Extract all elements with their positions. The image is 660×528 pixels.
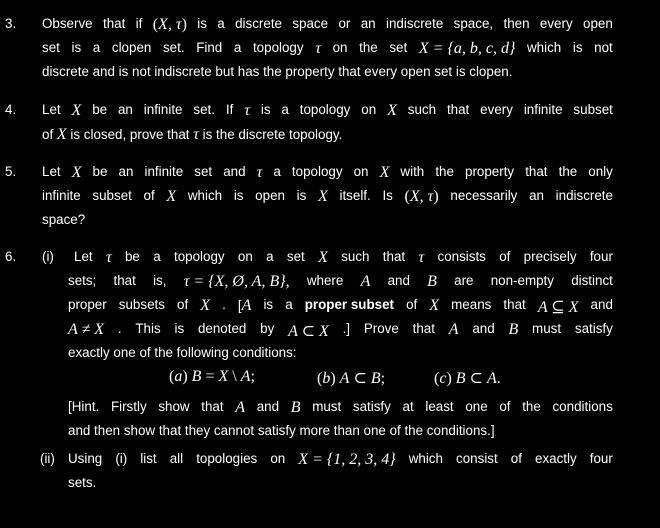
part-ii-line-2: sets.	[68, 475, 97, 490]
exercise-number: 4.	[5, 102, 17, 117]
exercise-5-line-1: Let X be an infinite set and τ a topology on X with the property that the only	[42, 164, 613, 181]
part-ii-label: (ii)	[40, 451, 55, 466]
part-i-line-1: Let τ be a topology on a set X such that τ consists of precisely four	[74, 249, 613, 266]
exercise-5-line-3: space?	[42, 212, 86, 227]
part-i-label: (i)	[42, 249, 54, 264]
exercise-4-line-1: Let X be an infinite set. If τ is a topology on X such that every infinite subset	[42, 102, 613, 119]
part-i-line-5: exactly one of the following conditions:	[68, 345, 297, 360]
exercise-3-line-2: set is a clopen set. Find a topology τ on the set X = {a, b, c, d} which is not	[42, 40, 613, 57]
condition-b: (b) A ⊂ B;	[317, 370, 386, 387]
proper-subset-term: proper subset	[304, 297, 394, 312]
part-i-line-3: proper subsets of X . [A is a proper subset of X means that A ⊆ X and	[68, 297, 613, 316]
hint-line-2: and then show that they cannot satisfy more than one of the conditions.]	[68, 423, 495, 438]
part-i-line-4: A ≠ X . This is denoted by A ⊂ X .] Prove that A and B must satisfy	[68, 321, 613, 340]
exercise-5-line-2: infinite subset of X which is open is X itself. Is (X, τ) necessarily an indiscrete	[42, 188, 613, 205]
condition-c: (c) B ⊂ A.	[434, 370, 501, 387]
part-ii-line-1: Using (i) list all topologies on X = {1, 2, 3, 4} which consist of exactly four	[68, 451, 613, 468]
condition-a: (a) B = X \ A;	[169, 368, 255, 385]
exercise-number: 3.	[5, 16, 17, 31]
part-i-line-2: sets; that is, τ = {X, Ø, A, B}, where A and B are non-empty distinct	[68, 273, 613, 290]
exercise-3-line-3: discrete and is not indiscrete but has the property that every open set is clopen.	[42, 64, 513, 79]
exercise-4-line-2: of X is closed, prove that τ is the discrete topology.	[42, 126, 343, 143]
exercise-number: 5.	[5, 164, 17, 179]
exercise-3-line-1: Observe that if (X, τ) is a discrete space or an indiscrete space, then every open	[42, 16, 613, 33]
exercise-number: 6.	[5, 249, 17, 264]
hint-line-1: [Hint. Firstly show that A and B must satisfy at least one of the conditions	[68, 399, 613, 416]
